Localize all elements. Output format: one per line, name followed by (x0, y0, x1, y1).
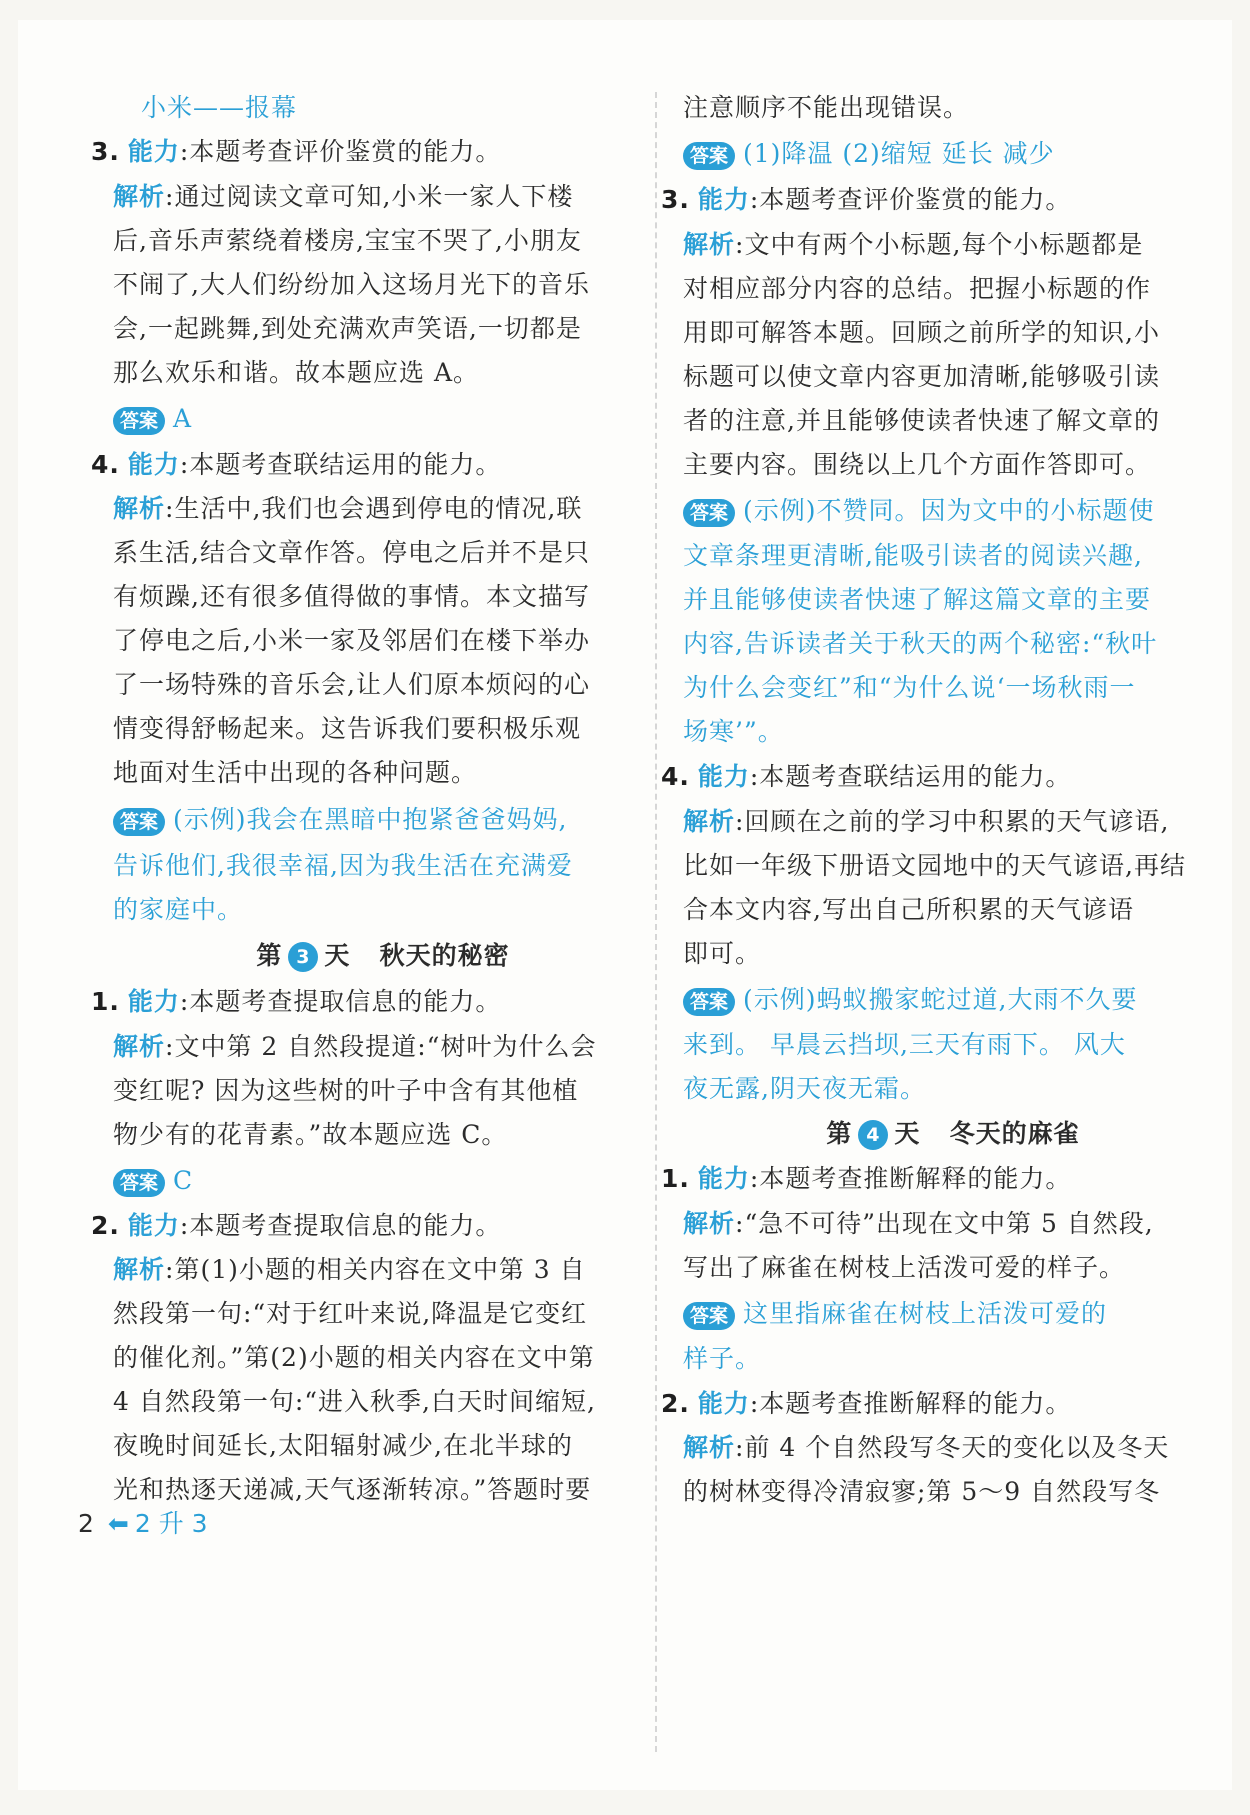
answer-badge: 答案 (683, 1302, 735, 1330)
text-line: 4 自然段第一句:“进入秋季,白天时间缩短, (113, 1387, 596, 1416)
question-2 (661, 1382, 1221, 1426)
analysis-text: :前 4 个自然段写冬天的变化以及冬天 (735, 1433, 1170, 1462)
text-line: 物少有的花青素。”故本题应选 C。 (113, 1120, 508, 1149)
answer-line: 为什么会变红”和“为什么说‘一场秋雨一 (683, 673, 1136, 702)
question-text: :本题考查联结运用的能力。 (749, 762, 1072, 791)
text-line: 即可。 (683, 939, 762, 968)
analysis-line (683, 1202, 1223, 1246)
question-text: :本题考查提取信息的能力。 (179, 1211, 502, 1240)
analysis-text: :文中有两个小标题,每个小标题都是 (735, 230, 1144, 259)
analysis-line (683, 800, 1223, 844)
analysis-label: 解析 (113, 182, 166, 211)
analysis-line (113, 1248, 653, 1292)
text-line: 夜晚时间延长,太阳辐射减少,在北半球的 (113, 1431, 573, 1460)
question-3 (661, 178, 1221, 222)
text-line: 光和热逐天递减,天气逐渐转凉。”答题时要 (113, 1475, 592, 1504)
page-footer (78, 1504, 208, 1540)
page (18, 20, 1232, 1790)
ability-label: 能力 (697, 185, 750, 214)
analysis-label: 解析 (683, 1209, 736, 1238)
grade-label: 2 升 3 (134, 1509, 208, 1538)
ability-label: 能力 (697, 1389, 750, 1418)
answer-line (683, 978, 1223, 1022)
arrow-left-icon: ⬅ (107, 1509, 129, 1538)
question-1 (661, 1157, 1221, 1201)
ability-label: 能力 (127, 1211, 180, 1240)
analysis-line (683, 1426, 1223, 1470)
question-text: :本题考查联结运用的能力。 (179, 450, 502, 479)
answer-badge: 答案 (683, 142, 735, 170)
day-number-badge: 4 (858, 1120, 888, 1150)
day-title: 秋天的秘密 (379, 941, 510, 970)
analysis-label: 解析 (683, 1433, 736, 1462)
text-line: 了一场特殊的音乐会,让人们原本烦闷的心 (113, 670, 590, 699)
ability-label: 能力 (697, 1164, 750, 1193)
day-3-heading (113, 934, 653, 978)
text-line: 不闹了,大人们纷纷加入这场月光下的音乐 (113, 270, 590, 299)
question-text: :本题考查评价鉴赏的能力。 (749, 185, 1072, 214)
text-line: 变红呢? 因为这些树的叶子中含有其他植 (113, 1076, 579, 1105)
question-number: 4. (91, 450, 120, 479)
question-number: 2. (661, 1389, 690, 1418)
answer-line: 内容,告诉读者关于秋天的两个秘密:“秋叶 (683, 629, 1158, 658)
text-line: 有烦躁,还有很多值得做的事情。本文描写 (113, 582, 590, 611)
answer-line: 来到。 早晨云挡坝,三天有雨下。 风大 (683, 1030, 1126, 1059)
answer-line (683, 132, 1223, 176)
answer-text: (示例)蚂蚁搬家蛇过道,大雨不久要 (743, 985, 1138, 1014)
ability-label: 能力 (127, 450, 180, 479)
day-number-badge: 3 (288, 942, 318, 972)
answer-badge: 答案 (113, 407, 165, 435)
heading-prefix: 第 (826, 1119, 853, 1148)
text-line: 注意顺序不能出现错误。 (683, 93, 970, 122)
analysis-label: 解析 (113, 494, 166, 523)
ability-label: 能力 (697, 762, 750, 791)
text-line: 了停电之后,小米一家及邻居们在楼下举办 (113, 626, 590, 655)
answer-text: (示例)不赞同。因为文中的小标题使 (743, 496, 1155, 525)
question-number: 2. (91, 1211, 120, 1240)
text-line: 的催化剂。”第(2)小题的相关内容在文中第 (113, 1343, 595, 1372)
answer-line: 场寒’”。 (683, 717, 784, 746)
question-2 (91, 1204, 651, 1248)
column-divider (655, 92, 657, 1752)
text-line: 情变得舒畅起来。这告诉我们要积极乐观 (113, 714, 582, 743)
page-number: 2 (78, 1509, 94, 1538)
ability-label: 能力 (127, 987, 180, 1016)
analysis-text: :第(1)小题的相关内容在文中第 3 自 (165, 1255, 586, 1284)
text-line: 的树林变得冷清寂寥;第 5～9 自然段写冬 (683, 1477, 1161, 1506)
text-line: 合本文内容,写出自己所积累的天气谚语 (683, 895, 1134, 924)
question-4 (91, 443, 651, 487)
question-number: 3. (661, 185, 690, 214)
heading-suffix: 天 (324, 941, 351, 970)
heading-suffix: 天 (894, 1119, 921, 1148)
text-line: 系生活,结合文章作答。停电之后并不是只 (113, 538, 590, 567)
answer-line: 的家庭中。 (113, 895, 244, 924)
text-line: 小米——报幕 (141, 93, 298, 122)
analysis-label: 解析 (113, 1255, 166, 1284)
answer-text: 这里指麻雀在树枝上活泼可爱的 (743, 1299, 1108, 1328)
ability-label: 能力 (127, 137, 180, 166)
analysis-label: 解析 (113, 1032, 166, 1061)
question-4 (661, 755, 1221, 799)
answer-badge: 答案 (683, 499, 735, 527)
answer-line: 并且能够使读者快速了解这篇文章的主要 (683, 585, 1152, 614)
answer-line: 夜无露,阴天夜无霜。 (683, 1074, 926, 1103)
answer-line (113, 1159, 653, 1203)
question-text: :本题考查评价鉴赏的能力。 (179, 137, 502, 166)
analysis-label: 解析 (683, 230, 736, 259)
text-line: 对相应部分内容的总结。把握小标题的作 (683, 274, 1152, 303)
question-number: 1. (91, 987, 120, 1016)
text-line: 后,音乐声萦绕着楼房,宝宝不哭了,小朋友 (113, 226, 582, 255)
text-line: 写出了麻雀在树枝上活泼可爱的样子。 (683, 1253, 1126, 1282)
answer-text: (1)降温 (2)缩短 延长 减少 (743, 139, 1055, 168)
text-line: 标题可以使文章内容更加清晰,能够吸引读 (683, 362, 1160, 391)
analysis-text: :通过阅读文章可知,小米一家人下楼 (165, 182, 574, 211)
analysis-text: :“急不可待”出现在文中第 5 自然段, (735, 1209, 1154, 1238)
text-line: 者的注意,并且能够使读者快速了解文章的 (683, 406, 1160, 435)
question-text: :本题考查推断解释的能力。 (749, 1164, 1072, 1193)
analysis-text: :文中第 2 自然段提道:“树叶为什么会 (165, 1032, 597, 1061)
analysis-label: 解析 (683, 807, 736, 836)
heading-prefix: 第 (256, 941, 283, 970)
text-line: 那么欢乐和谐。故本题应选 A。 (113, 358, 480, 387)
text-line: 地面对生活中出现的各种问题。 (113, 758, 478, 787)
answer-line (113, 798, 653, 842)
analysis-line (113, 487, 653, 531)
text-line: 然段第一句:“对于红叶来说,降温是它变红 (113, 1299, 588, 1328)
answer-line (683, 489, 1223, 533)
text-line: 用即可解答本题。回顾之前所学的知识,小 (683, 318, 1160, 347)
answer-line: 样子。 (683, 1344, 762, 1373)
question-number: 3. (91, 137, 120, 166)
text-line: 会,一起跳舞,到处充满欢声笑语,一切都是 (113, 314, 582, 343)
answer-line: 告诉他们,我很幸福,因为我生活在充满爱 (113, 851, 573, 880)
answer-text: (示例)我会在黑暗中抱紧爸爸妈妈, (173, 805, 568, 834)
question-text: :本题考查推断解释的能力。 (749, 1389, 1072, 1418)
answer-line: 文章条理更清晰,能吸引读者的阅读兴趣, (683, 541, 1143, 570)
analysis-text: :回顾在之前的学习中积累的天气谚语, (735, 807, 1170, 836)
answer-badge: 答案 (683, 988, 735, 1016)
answer-badge: 答案 (113, 1169, 165, 1197)
day-title: 冬天的麻雀 (949, 1119, 1080, 1148)
answer-line (683, 1292, 1223, 1336)
analysis-line (113, 1025, 653, 1069)
question-3 (91, 130, 651, 174)
question-number: 1. (661, 1164, 690, 1193)
text-line: 主要内容。围绕以上几个方面作答即可。 (683, 450, 1152, 479)
analysis-text: :生活中,我们也会遇到停电的情况,联 (165, 494, 583, 523)
answer-text: C (173, 1166, 194, 1195)
answer-text: A (173, 404, 193, 433)
question-text: :本题考查提取信息的能力。 (179, 987, 502, 1016)
day-4-heading (683, 1112, 1223, 1156)
question-number: 4. (661, 762, 690, 791)
answer-line (113, 397, 653, 441)
analysis-line (113, 175, 653, 219)
question-1 (91, 980, 651, 1024)
text-line: 比如一年级下册语文园地中的天气谚语,再结 (683, 851, 1186, 880)
answer-badge: 答案 (113, 808, 165, 836)
analysis-line (683, 223, 1223, 267)
